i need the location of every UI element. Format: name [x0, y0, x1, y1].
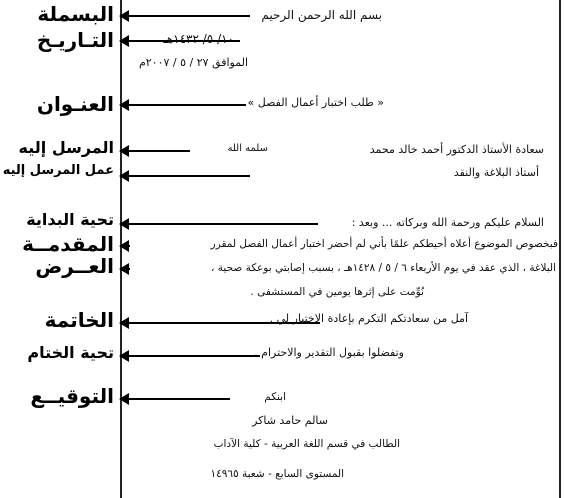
hijri-date: ١٠/ ٥/ ١٤٣٢هـ — [163, 32, 234, 46]
arrow-closing — [120, 355, 260, 357]
sign-level: المستوى السابع - شعبة ١٤٩٦٥ — [210, 468, 344, 480]
arrow-basmala — [120, 15, 250, 17]
body-line-2: نُوِّمت على إثرها يومين في المستشفى . — [250, 286, 424, 298]
gregorian-date: الموافق ٢٧ / ٥ / ٢٠٠٧م — [138, 56, 248, 69]
label-closing: تحية الختام — [27, 343, 114, 362]
label-body: العــرض — [35, 254, 114, 278]
arrow-body — [120, 268, 130, 270]
basmala-text: بسم الله الرحمن الرحيم — [261, 8, 382, 22]
body-line-1: البلاغة ، الذي عقد في يوم الأربعاء ٦ / ٥ / ١٤٢٨هـ ، بسبب إصابتي بوعكة صحية ، — [211, 262, 556, 274]
label-recipient-job: عمل المرسل إليه — [2, 163, 114, 178]
subject-text: « طلب اختبار أعمال الفصل » — [247, 96, 384, 109]
label-signature: التوقيــع — [30, 384, 114, 408]
label-date: التـاريـخ — [36, 28, 114, 52]
closing-text: وتفضلوا بقبول التقدير والاحترام . — [254, 346, 404, 359]
intro-text: فبخصوص الموضوع أعلاه أحيطكم علمًا بأني لم أحضر اختبار أعمال الفصل لمقرر — [210, 238, 558, 250]
sign-name: سالم حامد شاكر — [252, 414, 328, 427]
recipient-job: أستاذ البلاغة والنقد — [453, 166, 539, 179]
recipient-name: سعادة الأستاذ الدكتور أحمد خالد محمد — [369, 143, 544, 156]
label-title: العنـوان — [36, 92, 114, 116]
arrow-title — [120, 104, 246, 106]
greeting-text: السلام عليكم ورحمة الله وبركاته ... وبعد : — [351, 216, 544, 229]
arrow-intro — [120, 245, 130, 247]
label-conclusion: الخاتمة — [44, 308, 114, 332]
label-recipient: المرسل إليه — [18, 138, 114, 157]
arrow-signature — [120, 398, 230, 400]
arrow-recipient-job — [120, 175, 250, 177]
label-greeting: تحية البداية — [26, 210, 114, 229]
recipient-honorific: سلمه الله — [227, 143, 268, 154]
conclusion-text: آمل من سعادتكم التكرم بإعادة الاختبار لي . — [269, 312, 468, 325]
sign-student: الطالب في قسم اللغة العربية - كلية الآداب — [213, 438, 400, 450]
arrow-recipient — [120, 150, 190, 152]
arrow-greeting — [120, 223, 318, 225]
label-intro: المقدمــة — [22, 232, 114, 256]
label-basmala: البسملة — [37, 2, 114, 26]
sign-intro: ابنكم — [264, 391, 286, 403]
